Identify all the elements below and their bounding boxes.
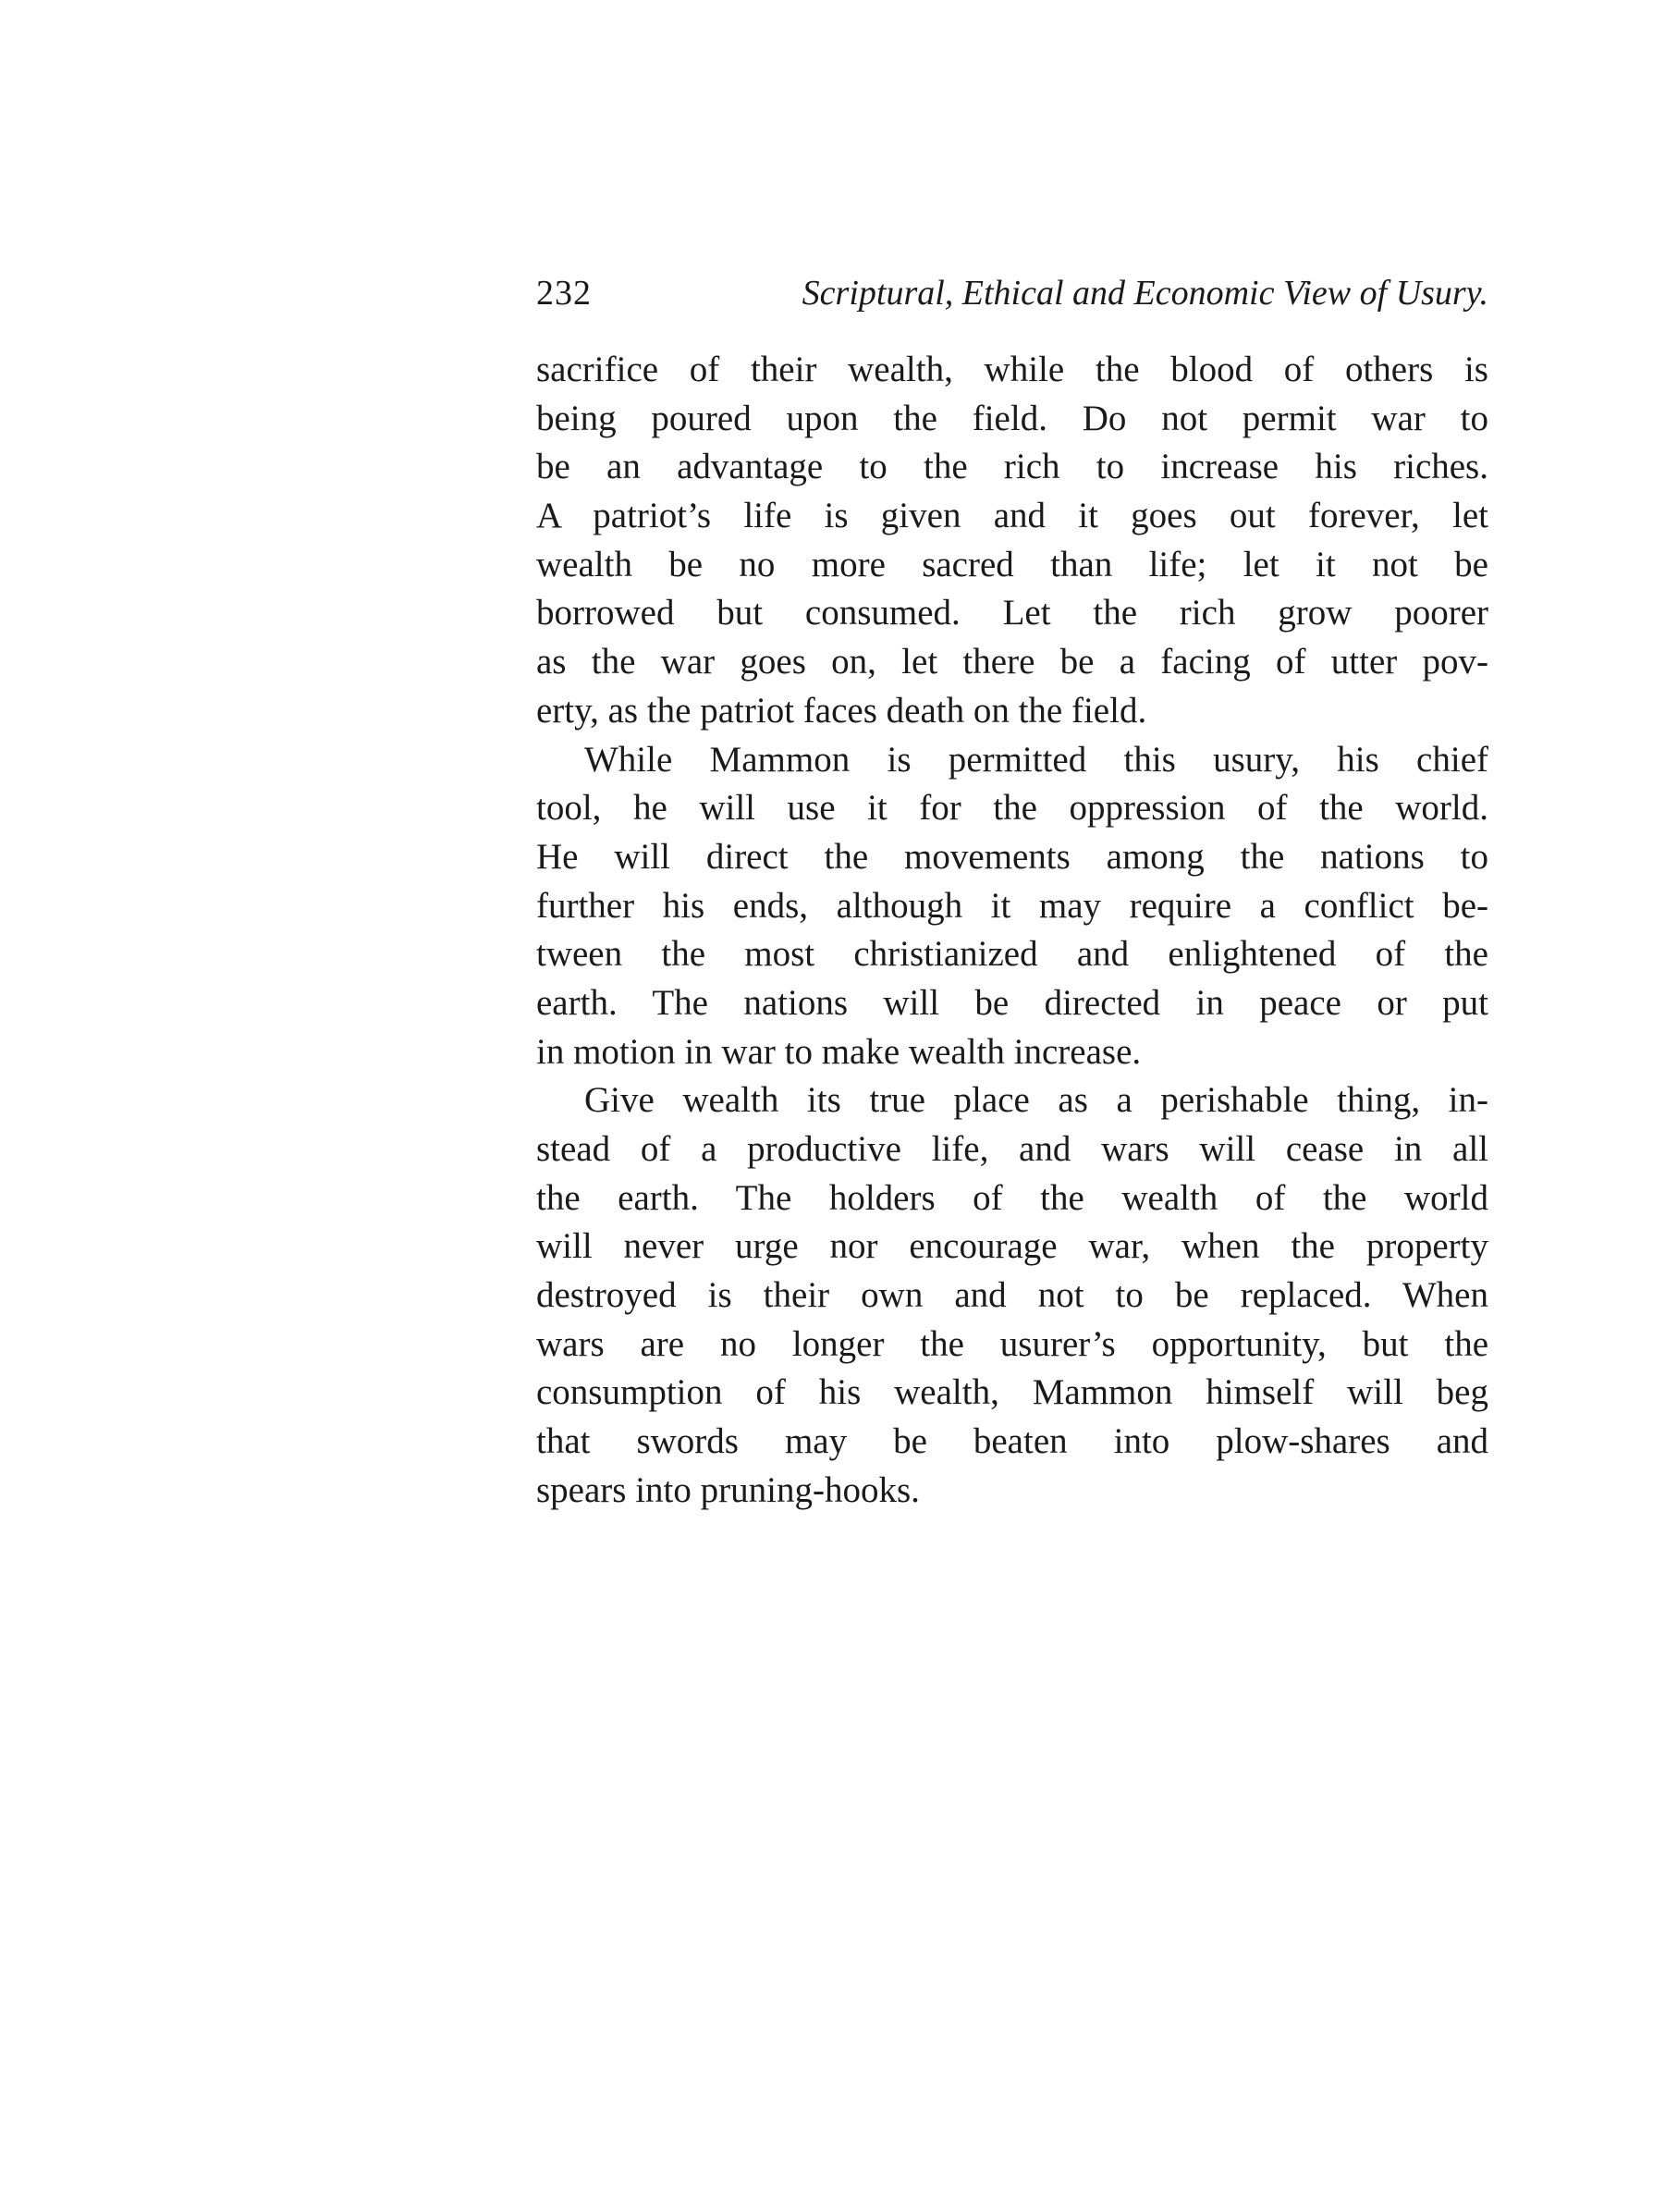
text-line: the earth. The holders of the wealth of the world	[536, 1177, 1488, 1218]
paragraph-3	[536, 1076, 1488, 1515]
running-title: Scriptural, Ethical and Economic View of Usury.	[802, 274, 1488, 313]
text-line: While Mammon is permitted this usury, his chief	[584, 739, 1488, 780]
text-line: as the war goes on, let there be a facing of utter pov-	[536, 642, 1488, 682]
text-line: spears into pruning-hooks.	[536, 1469, 920, 1510]
text-line: being poured upon the field. Do not permit war to	[536, 398, 1488, 438]
text-line: borrowed but consumed. Let the rich grow poorer	[536, 593, 1488, 633]
text-line: destroyed is their own and not to be replaced. When	[536, 1275, 1488, 1316]
text-line: that swords may be beaten into plow-shares and	[536, 1421, 1488, 1462]
paragraph-2	[536, 736, 1488, 1077]
body-text	[536, 346, 1488, 1516]
text-line: earth. The nations will be directed in peace or put	[536, 982, 1488, 1023]
text-line: He will direct the movements among the nations to	[536, 836, 1488, 877]
text-line: stead of a productive life, and wars will cease in all	[536, 1129, 1488, 1169]
text-line: consumption of his wealth, Mammon himself will beg	[536, 1372, 1488, 1413]
book-page	[536, 276, 1488, 1516]
text-line: wars are no longer the usurer’s opportunity, but the	[536, 1323, 1488, 1364]
page-number: 232	[536, 274, 592, 313]
paragraph-1	[536, 346, 1488, 736]
running-head	[536, 276, 1488, 311]
text-line: sacrifice of their wealth, while the blood of others is	[536, 350, 1488, 389]
text-line: tween the most christianized and enlightened of the	[536, 934, 1488, 975]
text-line: Give wealth its true place as a perishable thing, in-	[584, 1080, 1488, 1121]
text-line: tool, he will use it for the oppression of the world.	[536, 788, 1488, 829]
text-line: in motion in war to make wealth increase.	[536, 1031, 1142, 1072]
text-line: be an advantage to the rich to increase his riches.	[536, 447, 1488, 487]
text-line: wealth be no more sacred than life; let it not be	[536, 544, 1488, 584]
text-line: further his ends, although it may require a conflict be-	[536, 885, 1488, 926]
text-line: erty, as the patriot faces death on the field.	[536, 690, 1147, 731]
text-line: will never urge nor encourage war, when the property	[536, 1226, 1488, 1267]
text-line: A patriot’s life is given and it goes out forever, let	[536, 496, 1488, 536]
